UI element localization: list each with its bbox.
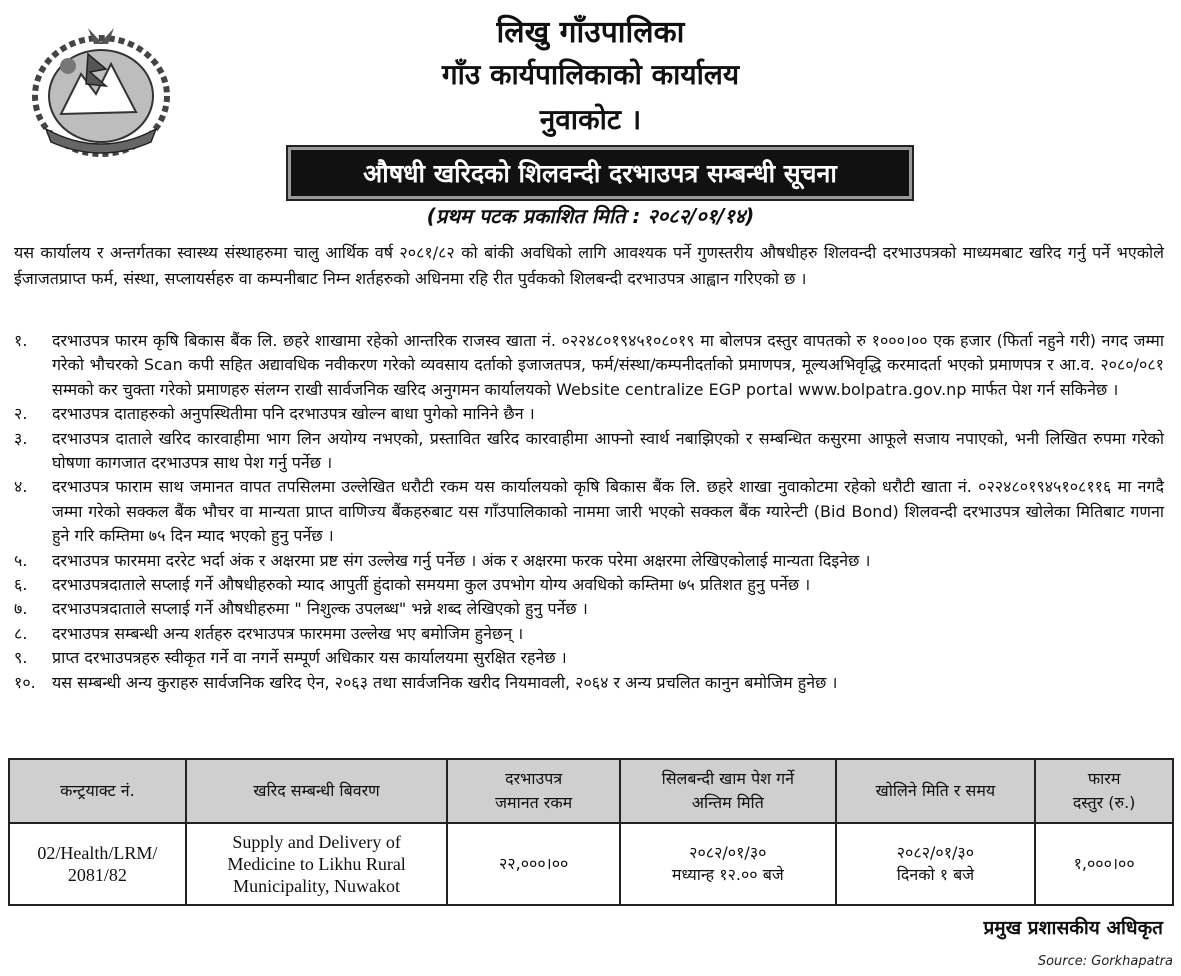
item-text: दरभाउपत्र दाताले खरिद कारवाहीमा भाग लिन अयोग्य नभएको, प्रस्तावित खरिद कारवाहीमा आफ्नो स्वार्थ नबाझिएको र सम्बन्धित कसुरमा आफूले सजाय नपाएको, भनी लिखित रुपमा गरेको घोषणा कागजात दरभाउपत्र साथ पेश गर्नु पर्नेछ । bbox=[52, 428, 1164, 473]
header-submission-deadline: सिलबन्दी खाम पेश गर्ने अन्तिम मिति bbox=[620, 759, 836, 823]
item-text: दरभाउपत्र फारममा दररेट भर्दा अंक र अक्षरमा प्रष्ट संग उल्लेख गर्नु पर्नेछ । अंक र अक्षरमा फरक परेमा अक्षरमा लेखिएकोलाई मान्यता दिइनेछ । bbox=[52, 550, 871, 570]
item-number: ६. bbox=[14, 575, 28, 595]
intro-paragraph: यस कार्यालय र अन्तर्गतका स्वास्थ्य संस्थाहरुमा चालु आर्थिक वर्ष २०८१/८२ को बांकी अवधिको लागि आवश्यक पर्ने गुणस्तरीय औषधीहरु शिलवन्दी दरभाउपत्रको माध्यमबाट खरिद गर्नु पर्ने भएकोले ईजाजतप्राप्त फर्म, संस्था, सप्लायर्सहरु वा कम्पनीबाट निम्न शर्तहरुको अधिनमा रहि रीत पुर्वकको शिलबन्दी दरभाउपत्र आह्वान गरिएको छ । bbox=[14, 243, 1164, 288]
list-item bbox=[14, 329, 1164, 402]
item-number: ८. bbox=[14, 623, 28, 643]
header-opening: खोलिने मिति र समय bbox=[836, 759, 1036, 823]
item-number: ३. bbox=[14, 428, 28, 448]
item-number: २. bbox=[14, 404, 28, 424]
cell-submission-deadline: २०८२/०१/३० मध्यान्ह १२.०० बजे bbox=[620, 823, 836, 905]
item-text: दरभाउपत्र फारम कृषि बिकास बैंक लि. छहरे शाखामा रहेको आन्तरिक राजस्व खाता नं. ०२२४८०१९४५१०८०१९ मा बोलपत्र दस्तुर वापतको रु १०००।०० एक हजार (फिर्ता नहुने गरी) नगद जम्मा गरेको भौचरको Scan कपी सहित अद्यावधिक नवीकरण गरेको व्यवसाय दर्ताको इजाजतपत्र, फर्म/संस्था/कम्पनीदर्ताको प्रमाणपत्र, मूल्यअभिवृद्धि करमादर्ता भएको प्रमाणपत्र र आ.व. २०८०/०८१ सम्मको कर चुक्ता गरेको प्रमाणहरु संलग्न राखी सार्वजनिक खरिद अनुगमन कार्यालयको Website centralize EGP portal www.bolpatra.gov.np मार्फत पेश गर्न सकिनेछ । bbox=[52, 331, 1164, 399]
cell-description: Supply and Delivery of Medicine to Likhu Rural Municipality, Nuwakot bbox=[186, 823, 448, 905]
item-number: १. bbox=[14, 331, 28, 350]
header-description: खरिद सम्बन्धी बिवरण bbox=[186, 759, 448, 823]
item-number: ७. bbox=[14, 599, 28, 619]
item-text: दरभाउपत्र फाराम साथ जमानत वापत तपसिलमा उल्लेखित धरौटी रकम यस कार्यालयको कृषि बिकास बैंक लि. छहरे शाखा नुवाकोटमा रहेको धरौटी खाता नं. ०२२४८०१९४५१०८११६ मा नगदै जम्मा गरेको सक्कल बैंक भौचर वा मान्यता प्राप्त वाणिज्य बैंकहरुबाट यस गाँउपालिकाको नाममा जारी भएको सक्कल बैंक ग्यारेन्टी (Bid Bond) शिलवन्दी दरभाउपत्र खोलेका मितिबाट गणना हुने गरि कम्तिमा ७५ दिन म्याद भएको हुनु पर्नेछ । bbox=[52, 477, 1164, 546]
notice-title: औषधी खरिदको शिलवन्दी दरभाउपत्र सम्बन्धी सूचना bbox=[363, 159, 837, 188]
item-text: यस सम्बन्धी अन्य कुराहरु सार्वजनिक खरिद ऐन, २०६३ तथा सार्वजनिक खरीद नियमावली, २०६४ र अन्य प्रचलित कानुन बमोजिम हुनेछ । bbox=[52, 672, 838, 692]
tender-table bbox=[8, 758, 1174, 906]
conditions-list bbox=[14, 329, 1164, 695]
item-text: दरभाउपत्र सम्बन्धी अन्य शर्तहरु दरभाउपत्र फारममा उल्लेख भए बमोजिम हुनेछन् । bbox=[52, 623, 524, 643]
list-item bbox=[14, 427, 1164, 476]
publish-date: (प्रथम पटक प्रकाशित मिति : २०८२/०१/१४) bbox=[426, 204, 755, 228]
source-credit: Source: Gorkhapatra bbox=[1037, 954, 1173, 969]
header-bid-security: दरभाउपत्र जमानत रकम bbox=[447, 759, 620, 823]
list-item bbox=[14, 402, 1164, 426]
list-item bbox=[14, 671, 1164, 695]
item-text: प्राप्त दरभाउपत्रहरु स्वीकृत गर्ने वा नगर्ने सम्पूर्ण अधिकार यस कार्यालयमा सुरक्षित रहनेछ । bbox=[52, 648, 567, 668]
item-text: दरभाउपत्रदाताले सप्लाई गर्ने औषधीहरुको म्याद आपुर्ती हुंदाको समयमा कुल उपभोग योग्य अवधिको कम्तिमा ७५ प्रतिशत हुनु पर्नेछ । bbox=[52, 575, 811, 595]
list-item bbox=[14, 475, 1164, 548]
table-header-row bbox=[9, 759, 1173, 823]
header-contract-no: कन्ट्रयाक्ट नं. bbox=[9, 759, 186, 823]
table-row bbox=[9, 823, 1173, 905]
cell-opening: २०८२/०१/३० दिनको १ बजे bbox=[836, 823, 1036, 905]
municipality-name: लिखु गाँउपालिका bbox=[496, 15, 685, 50]
item-text: दरभाउपत्र दाताहरुको अनुपस्थितीमा पनि दरभाउपत्र खोल्न बाधा पुगेको मानिने छैन । bbox=[52, 404, 535, 424]
list-item bbox=[14, 622, 1164, 646]
cell-form-fee: १,०००।०० bbox=[1035, 823, 1173, 905]
list-item bbox=[14, 646, 1164, 670]
header-form-fee: फारम दस्तुर (रु.) bbox=[1035, 759, 1173, 823]
item-number: ९. bbox=[14, 648, 28, 668]
item-number: ४. bbox=[14, 477, 28, 497]
item-number: १०. bbox=[14, 672, 36, 692]
cell-contract-no: 02/Health/LRM/ 2081/82 bbox=[9, 823, 186, 905]
signature-designation: प्रमुख प्रशासकीय अधिकृत bbox=[983, 917, 1163, 939]
list-item bbox=[14, 549, 1164, 573]
list-item bbox=[14, 597, 1164, 621]
item-number: ५. bbox=[14, 550, 28, 570]
list-item bbox=[14, 573, 1164, 597]
office-name: गाँउ कार्यपालिकाको कार्यालय bbox=[441, 58, 740, 91]
office-location: नुवाकोट । bbox=[539, 103, 642, 136]
item-text: दरभाउपत्रदाताले सप्लाई गर्ने औषधीहरुमा " निशुल्क उपलब्ध" भन्ने शब्द लेखिएको हुनु पर्नेछ । bbox=[52, 599, 588, 619]
cell-bid-security: २२,०००।०० bbox=[447, 823, 620, 905]
notice-title-banner bbox=[288, 147, 912, 199]
